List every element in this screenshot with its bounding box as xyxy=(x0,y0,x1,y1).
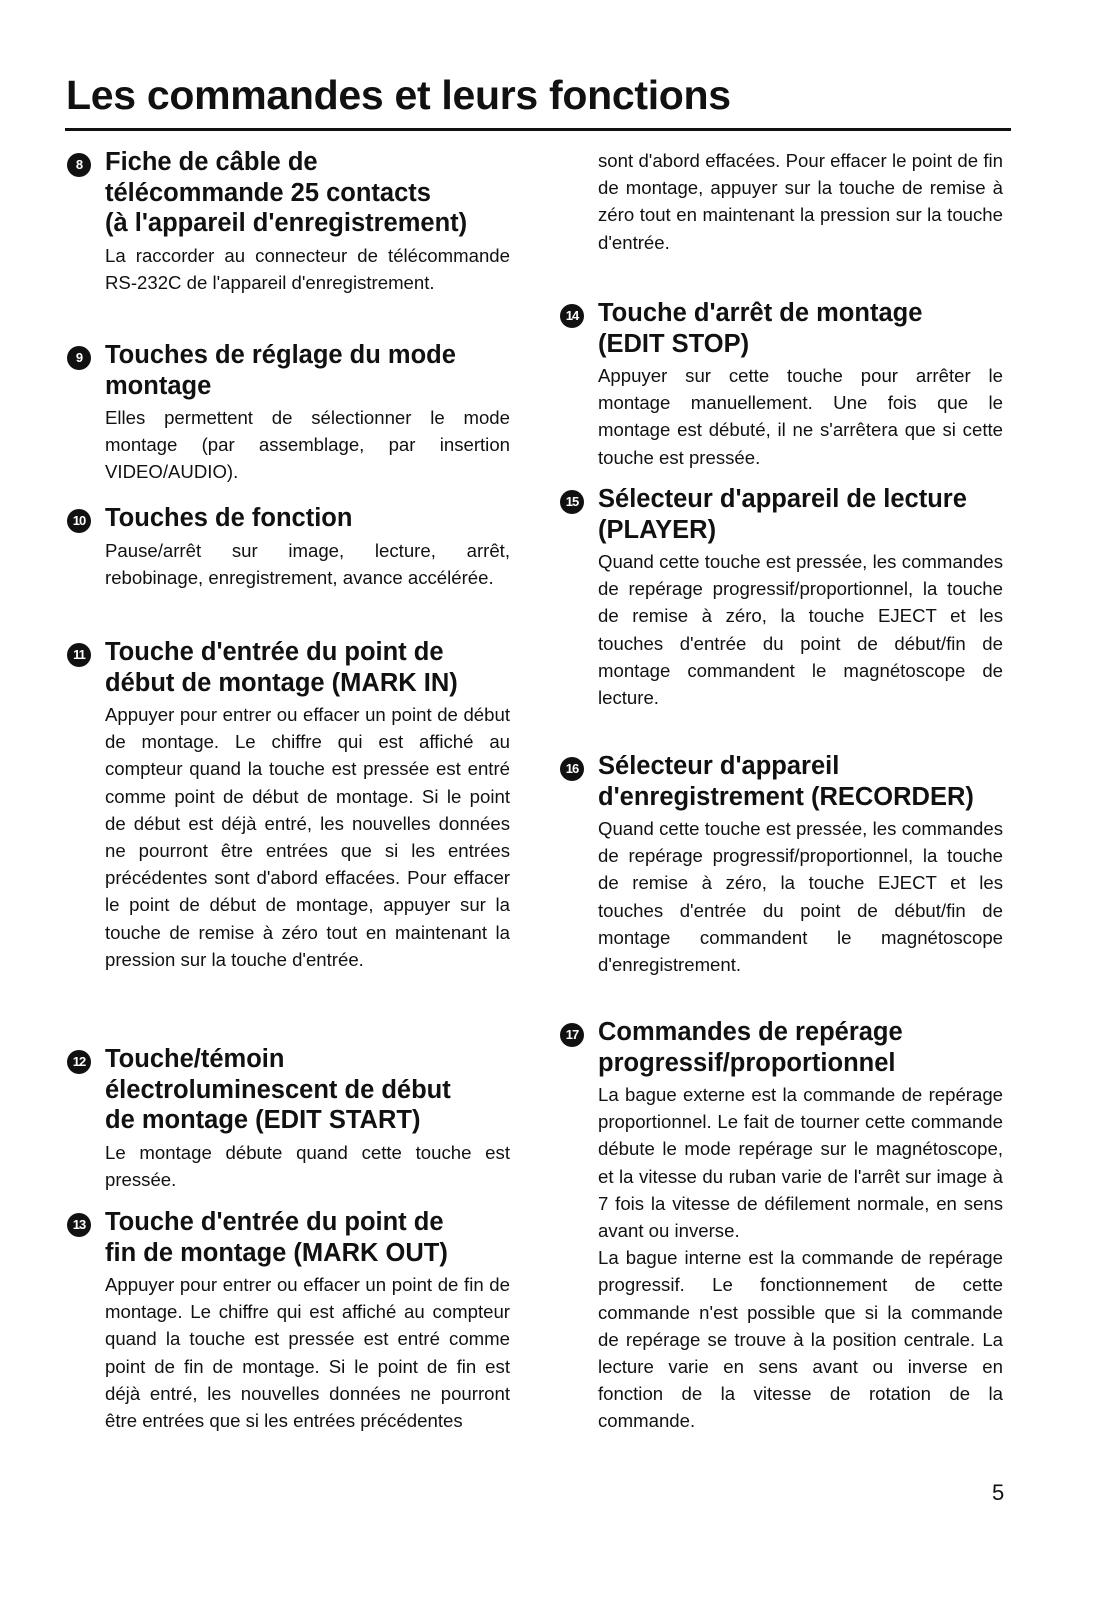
section-body: Appuyer pour entrer ou effacer un point de fin de montage. Le chiffre qui est affiché au compteur quand la touche est pressée est entré comme point de fin de montage. Si le point de fin est déjà entré, les nouvelles données ne pourront être entrées que si les entrées précédentes xyxy=(105,1274,510,1432)
number-circle-icon: 15 xyxy=(560,490,584,514)
section-heading xyxy=(105,1207,510,1268)
section-heading xyxy=(598,484,1003,545)
number-circle-icon: 17 xyxy=(560,1023,584,1047)
heading-line: montage xyxy=(105,371,212,400)
section-heading xyxy=(105,340,510,401)
heading-line: de montage (EDIT START) xyxy=(105,1106,421,1134)
heading-line: Fiche de câble de xyxy=(105,148,318,176)
section-body: Quand cette touche est pressée, les commandes de repérage progressif/proportionnel, la touche de remise à zéro, la touche EJECT et les touches d'entrée du point de début/fin de montage commandent le magnétoscope de lecture. xyxy=(598,551,1003,709)
section-heading xyxy=(105,147,510,239)
number-circle-icon: 10 xyxy=(67,509,91,533)
section-16 xyxy=(565,751,1003,978)
title-rule xyxy=(65,128,1011,131)
heading-line: Sélecteur d'appareil xyxy=(598,752,840,780)
number-circle-icon: 14 xyxy=(560,304,584,328)
section-13 xyxy=(72,1207,510,1434)
heading-line: électroluminescent de début xyxy=(105,1075,451,1104)
number-circle-icon: 11 xyxy=(67,643,91,667)
section-body: La bague interne est la commande de repérage progressif. Le fonctionnement de cette commande n'est possible que si la commande de repérage se trouve à la position centrale. La lecture varie en sens avant ou inverse en fonction de la vitesse de rotation de la commande. xyxy=(598,1247,1003,1432)
heading-line: Touche/témoin xyxy=(105,1045,285,1073)
section-heading xyxy=(105,503,510,534)
section-heading xyxy=(598,298,1003,359)
section-heading xyxy=(105,1044,510,1136)
number-circle-icon: 13 xyxy=(67,1213,91,1237)
heading-line: fin de montage (MARK OUT) xyxy=(105,1238,448,1267)
section-14 xyxy=(565,298,1003,471)
section-body: Elles permettent de sélectionner le mode montage (par assemblage, par insertion VIDEO/AUDIO). xyxy=(105,407,510,483)
section-11 xyxy=(73,637,510,973)
section-17 xyxy=(565,1017,1003,1435)
heading-line: (EDIT STOP) xyxy=(598,329,750,358)
heading-line: Touche d'entrée du point de xyxy=(105,1208,444,1236)
section-body: La raccorder au connecteur de télécommande RS-232C de l'appareil d'enregistrement. xyxy=(105,244,510,293)
section-9 xyxy=(75,340,510,486)
page-title: Les commandes et leurs fonctions xyxy=(66,72,731,118)
heading-line: (PLAYER) xyxy=(598,515,717,544)
section-body: La bague externe est la commande de repérage proportionnel. Le fait de tourner cette commande débute le mode repérage sur le magnétoscope, et la vitesse du ruban varie de l'arrêt sur image à 7 fois la vitesse de défilement normale, en sens avant ou inverse. xyxy=(598,1084,1003,1242)
heading-line: Touche d'entrée du point de xyxy=(105,638,444,666)
section-body: Pause/arrêt sur image, lecture, arrêt, rebobinage, enregistrement, avance accélérée. xyxy=(105,539,510,588)
section-body: sont d'abord effacées. Pour effacer le point de fin de montage, appuyer sur la touche de remise à zéro tout en maintenant la pression sur la touche d'entrée. xyxy=(598,150,1003,253)
section-15 xyxy=(565,484,1003,711)
section-12 xyxy=(72,1044,510,1193)
number-circle-icon: 8 xyxy=(67,153,91,177)
heading-line: Sélecteur d'appareil de lecture xyxy=(598,485,967,513)
number-circle-icon: 12 xyxy=(67,1050,91,1074)
heading-line: début de montage (MARK IN) xyxy=(105,668,458,697)
section-body: Le montage débute quand cette touche est pressée. xyxy=(105,1141,510,1190)
page-number: 5 xyxy=(992,1480,1005,1505)
heading-line: Touches de fonction xyxy=(105,504,353,532)
section-body: Quand cette touche est pressée, les commandes de repérage progressif/proportionnel, la touche de remise à zéro, la touche EJECT et les touches d'entrée du point de début/fin de montage commandent le magnétoscope d'enregistrement. xyxy=(598,818,1003,976)
section-heading xyxy=(598,1017,1003,1078)
section-heading xyxy=(105,637,510,698)
section-body: Appuyer sur cette touche pour arrêter le montage manuellement. Une fois que le montage est débuté, il ne s'arrêtera que si cette touche est pressée. xyxy=(598,365,1003,468)
heading-line: télécommande 25 contacts xyxy=(105,178,431,207)
section-continued xyxy=(598,147,1003,256)
section-body: Appuyer pour entrer ou effacer un point de début de montage. Le chiffre qui est affiché au compteur quand la touche est pressée est entré comme point de début de montage. Si le point de début est déjà entré, les nouvelles données ne pourront être entrées que si les entrées précédentes sont d'abord effacées. Pour effacer le point de début de montage, appuyer sur la touche de remise à zéro tout en maintenant la pression sur la touche d'entrée. xyxy=(105,704,510,970)
heading-line: Commandes de repérage xyxy=(598,1018,903,1046)
section-heading xyxy=(598,751,1003,812)
number-circle-icon: 16 xyxy=(560,757,584,781)
section-10 xyxy=(72,503,510,591)
heading-line: progressif/proportionnel xyxy=(598,1048,896,1077)
number-circle-icon: 9 xyxy=(67,346,91,370)
heading-line: Touches de réglage du mode xyxy=(105,341,456,369)
heading-line: Touche d'arrêt de montage xyxy=(598,299,923,327)
heading-line: (à l'appareil d'enregistrement) xyxy=(105,209,468,237)
section-8 xyxy=(75,147,510,296)
heading-line: d'enregistrement (RECORDER) xyxy=(598,782,974,811)
